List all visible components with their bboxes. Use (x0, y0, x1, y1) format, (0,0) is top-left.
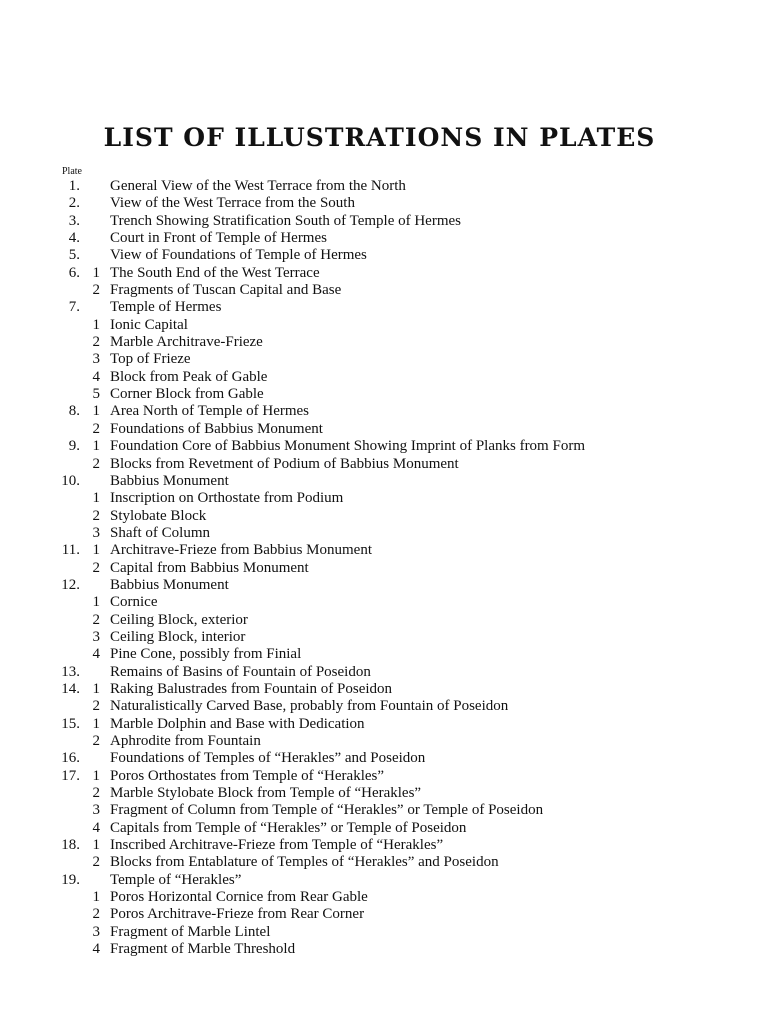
list-item (0, 403, 759, 420)
illustration-caption: Foundations of Babbius Monument (110, 420, 323, 437)
list-item (0, 351, 759, 368)
illustration-caption: Temple of Hermes (110, 299, 222, 316)
list-item (0, 247, 759, 264)
figure-number: 1 (92, 715, 100, 732)
list-item (0, 386, 759, 403)
illustration-caption: Foundation Core of Babbius Monument Showing Imprint of Planks from Form (110, 438, 585, 455)
plate-number: 12. (61, 576, 80, 593)
list-item (0, 941, 759, 958)
figure-number: 3 (92, 524, 100, 541)
list-item (0, 560, 759, 577)
figure-number: 3 (92, 628, 100, 645)
illustration-caption: View of Foundations of Temple of Hermes (110, 247, 367, 264)
list-item (0, 421, 759, 438)
figure-number: 2 (92, 559, 100, 576)
list-item (0, 525, 759, 542)
illustration-caption: Poros Orthostates from Temple of “Herakles” (110, 767, 385, 784)
figure-number: 2 (92, 507, 100, 524)
figure-number: 1 (92, 316, 100, 333)
list-item (0, 490, 759, 507)
plate-number: 11. (61, 542, 80, 559)
illustration-caption: Architrave-Frieze from Babbius Monument (110, 542, 373, 559)
figure-number: 2 (92, 785, 100, 802)
figure-number: 1 (92, 264, 100, 281)
illustration-caption: Cornice (110, 594, 158, 611)
illustration-caption: Ionic Capital (110, 316, 188, 333)
list-item (0, 508, 759, 525)
plate-number: 18. (61, 837, 80, 854)
plate-number: 17. (61, 767, 80, 784)
illustration-caption: Poros Horizontal Cornice from Rear Gable (110, 889, 368, 906)
list-item (0, 854, 759, 871)
illustration-caption: Capitals from Temple of “Herakles” or Temple of Poseidon (110, 819, 467, 836)
page-title: LIST OF ILLUSTRATIONS IN PLATES (103, 123, 656, 152)
figure-number: 4 (92, 368, 100, 385)
plate-number: 16. (61, 750, 80, 767)
illustration-caption: Fragment of Column from Temple of “Herakles” or Temple of Poseidon (110, 802, 544, 819)
illustration-caption: Ceiling Block, interior (110, 628, 246, 645)
list-item (0, 612, 759, 629)
figure-number: 3 (92, 351, 100, 368)
illustration-caption: Blocks from Entablature of Temples of “Herakles” and Poseidon (110, 854, 499, 871)
illustration-caption: View of the West Terrace from the South (110, 195, 355, 212)
list-item (0, 317, 759, 334)
illustration-caption: Inscribed Architrave-Frieze from Temple of “Herakles” (110, 837, 444, 854)
figure-number: 2 (92, 733, 100, 749)
list-item (0, 265, 759, 282)
illustration-caption: Trench Showing Stratification South of Temple of Hermes (110, 212, 461, 229)
figure-number: 2 (92, 420, 100, 437)
illustration-caption: Fragment of Marble Threshold (110, 941, 296, 958)
list-item (0, 178, 759, 195)
illustration-caption: Capital from Babbius Monument (110, 559, 309, 576)
figure-number: 2 (92, 854, 100, 871)
figure-number: 1 (92, 680, 100, 697)
list-item (0, 594, 759, 611)
figure-number: 2 (92, 611, 100, 628)
illustration-caption: Corner Block from Gable (110, 386, 264, 403)
plate-number: 15. (61, 715, 80, 732)
list-item (0, 681, 759, 698)
figure-number: 1 (92, 403, 100, 420)
illustrations-list (0, 178, 759, 958)
figure-number: 3 (92, 923, 100, 940)
figure-number: 1 (92, 542, 100, 559)
figure-number: 2 (92, 334, 100, 351)
plate-number: 19. (61, 871, 80, 888)
illustration-caption: Stylobate Block (110, 507, 207, 524)
list-item (0, 542, 759, 559)
plate-number: 13. (61, 663, 80, 680)
list-item (0, 369, 759, 386)
figure-number: 2 (92, 282, 100, 299)
illustration-caption: General View of the West Terrace from the North (110, 178, 406, 194)
list-item (0, 820, 759, 837)
illustration-caption: Poros Architrave-Frieze from Rear Corner (110, 906, 365, 923)
list-item (0, 716, 759, 733)
figure-number: 1 (92, 490, 100, 507)
figure-number: 2 (92, 455, 100, 472)
illustration-caption: The South End of the West Terrace (110, 264, 320, 281)
illustration-caption: Inscription on Orthostate from Podium (110, 490, 344, 507)
plate-number: 4. (68, 230, 80, 247)
illustration-caption: Marble Dolphin and Base with Dedication (110, 715, 365, 732)
figure-number: 5 (92, 386, 100, 403)
illustration-caption: Area North of Temple of Hermes (110, 403, 310, 420)
illustration-caption: Block from Peak of Gable (110, 368, 268, 385)
list-item (0, 889, 759, 906)
list-item (0, 230, 759, 247)
figure-number: 3 (92, 802, 100, 819)
plate-number: 8. (68, 403, 80, 420)
list-item (0, 456, 759, 473)
figure-number: 4 (92, 941, 100, 958)
figure-number: 4 (92, 646, 100, 663)
plate-number: 2. (68, 195, 80, 212)
list-item (0, 195, 759, 212)
illustration-caption: Marble Stylobate Block from Temple of “Herakles” (110, 785, 422, 802)
list-item (0, 906, 759, 923)
list-item (0, 802, 759, 819)
list-item (0, 438, 759, 455)
list-item (0, 698, 759, 715)
figure-number: 4 (92, 819, 100, 836)
illustration-caption: Blocks from Revetment of Podium of Babbius Monument (110, 455, 459, 472)
plate-number: 9. (68, 438, 80, 455)
list-item (0, 577, 759, 594)
list-item (0, 837, 759, 854)
illustration-caption: Naturalistically Carved Base, probably from Fountain of Poseidon (110, 698, 509, 715)
figure-number: 1 (92, 438, 100, 455)
plate-column-header: Plate (62, 166, 82, 177)
plate-number: 1. (68, 178, 80, 194)
list-item (0, 213, 759, 230)
list-item (0, 299, 759, 316)
plate-number: 3. (68, 212, 80, 229)
illustration-caption: Raking Balustrades from Fountain of Poseidon (110, 680, 393, 697)
figure-number: 2 (92, 906, 100, 923)
figure-number: 1 (92, 594, 100, 611)
illustration-caption: Temple of “Herakles” (110, 871, 242, 888)
illustration-caption: Babbius Monument (110, 472, 229, 489)
list-item (0, 733, 759, 750)
list-item (0, 664, 759, 681)
illustration-caption: Court in Front of Temple of Hermes (110, 230, 327, 247)
list-item (0, 629, 759, 646)
list-item (0, 750, 759, 767)
illustration-caption: Top of Frieze (110, 351, 191, 368)
plate-number: 7. (68, 299, 80, 316)
list-item (0, 785, 759, 802)
illustration-caption: Ceiling Block, exterior (110, 611, 248, 628)
illustration-caption: Marble Architrave-Frieze (110, 334, 263, 351)
illustration-caption: Babbius Monument (110, 576, 229, 593)
list-item (0, 872, 759, 889)
illustration-caption: Foundations of Temples of “Herakles” and Poseidon (110, 750, 426, 767)
illustration-caption: Aphrodite from Fountain (110, 733, 261, 749)
illustration-caption: Shaft of Column (110, 524, 210, 541)
figure-number: 1 (92, 837, 100, 854)
plate-number: 14. (61, 680, 80, 697)
list-item (0, 924, 759, 941)
plate-number: 10. (61, 472, 80, 489)
plate-number: 6. (68, 264, 80, 281)
figure-number: 1 (92, 889, 100, 906)
illustration-caption: Remains of Basins of Fountain of Poseidon (110, 663, 371, 680)
list-item (0, 646, 759, 663)
figure-number: 1 (92, 767, 100, 784)
illustration-caption: Fragment of Marble Lintel (110, 923, 271, 940)
illustration-caption: Pine Cone, possibly from Finial (110, 646, 302, 663)
list-item (0, 282, 759, 299)
list-item (0, 473, 759, 490)
plate-number: 5. (68, 247, 80, 264)
figure-number: 2 (92, 698, 100, 715)
list-item (0, 768, 759, 785)
list-item (0, 334, 759, 351)
illustration-caption: Fragments of Tuscan Capital and Base (110, 282, 342, 299)
